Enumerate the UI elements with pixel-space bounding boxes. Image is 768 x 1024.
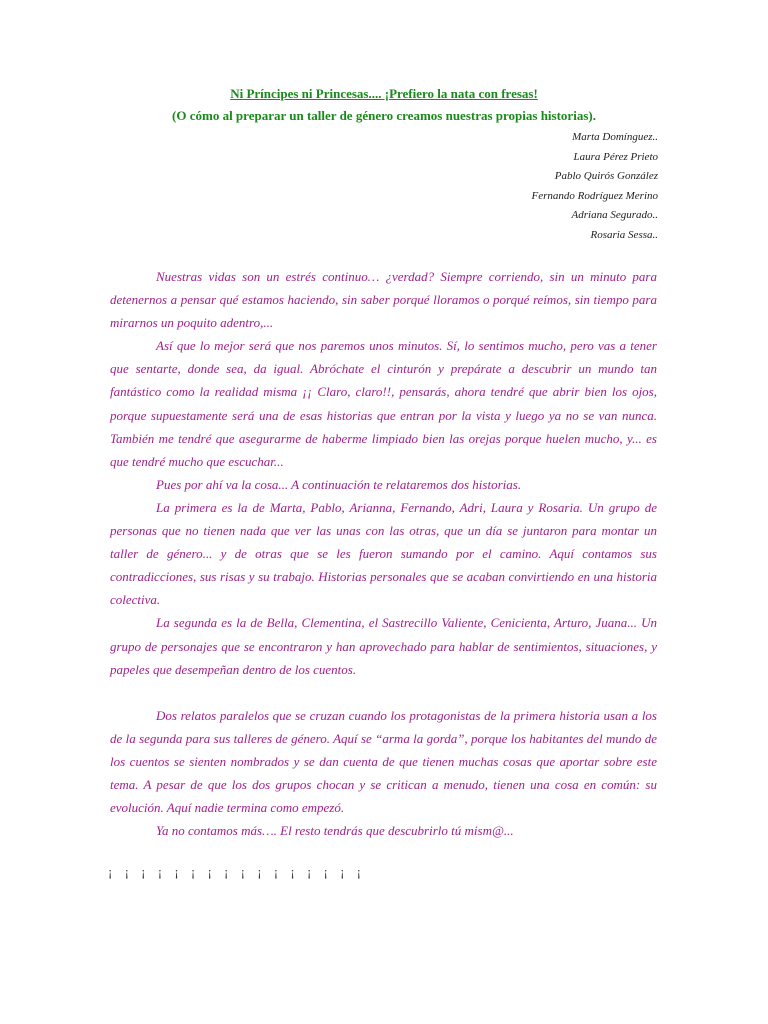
author-name: Pablo Quirós González [554,170,658,182]
paragraph: Así que lo mejor será que nos paremos unos minutos. Sí, lo sentimos mucho, pero vas a tener que sentarte, donde sea, da igual. Abróchate el cinturón y prepárate a descubrir un mundo tan fantástico como la realidad misma ¡¡ Claro, claro!!, pensarás, ahora tendré que abrir bien los ojos, porque supuestamente será una de esas historias que entran por la vista y luego ya no se van nunca. También me tendré que asegurarme de haberme limpiado bien las orejas porque huelen mucho, y... es que tendré mucho que escuchar... [110,338,657,469]
author-name: Fernando Rodríguez Merino [531,189,658,202]
author-name: Adriana Segurado.. [571,209,658,221]
paragraph: Nuestras vidas son un estrés continuo… ¿verdad? Siempre corriendo, sin un minuto para detenernos a pensar qué estamos haciendo, sin saber porqué lloramos o porqué reímos, sin tiempo para mirarnos un poquito adentro,... [110,269,657,331]
paragraph: Ya no contamos más…. El resto tendrás que descubrirlo tú mism@... [156,823,514,839]
author-name: Laura Pérez Prieto [573,150,658,163]
paragraph: Dos relatos paralelos que se cruzan cuando los protagonistas de la primera historia usan a los de la segunda para sus talleres de género. Aquí se “arma la gorda”, porque los habitantes del mundo de los cuentos se sienten nombrados y se dan cuenta de que tienen muchas cosas que aportar sobre este tema. A pesar de que los dos grupos chocan y se critican a menudo, tienen una cosa en común: su evolución. Aquí nadie termina como empezó. [110,707,657,816]
author-list [358,128,658,245]
paragraph: Pues por ahí va la cosa... A continuación te relataremos dos historias. [156,476,522,492]
author-name: Rosaria Sessa.. [590,228,658,241]
paragraph: La segunda es la de Bella, Clementina, el Sastrecillo Valiente, Cenicienta, Arturo, Juana... Un grupo de personajes que se encontraron y han aprovechado para hablar de sentimientos, situaciones, y papeles que desempeñan dentro de los cuentos. [110,615,657,677]
document-title: Ni Príncipes ni Princesas.... ¡Prefiero la nata con fresas! [230,86,538,101]
paragraph: La primera es la de Marta, Pablo, Arianna, Fernando, Adri, Laura y Rosaria. Un grupo de personas que no tienen nada que ver las unas con las otras, que un día se juntaron para montar un taller de género... y de otras que se les fueron sumando por el camino. Aquí contamos sus contradicciones, sus risas y su trabajo. Historias personales que se acaban convirtiendo en una historia colectiva. [110,499,657,608]
document-subtitle: (O cómo al preparar un taller de género creamos nuestras propias historias). [172,108,596,123]
author-name: Marta Domínguez.. [572,131,658,143]
body-text [110,265,657,842]
closing-marks: ¡ ¡ ¡ ¡ ¡ ¡ ¡ ¡ ¡ ¡ ¡ ¡ ¡ ¡ ¡ ¡ [108,864,366,879]
